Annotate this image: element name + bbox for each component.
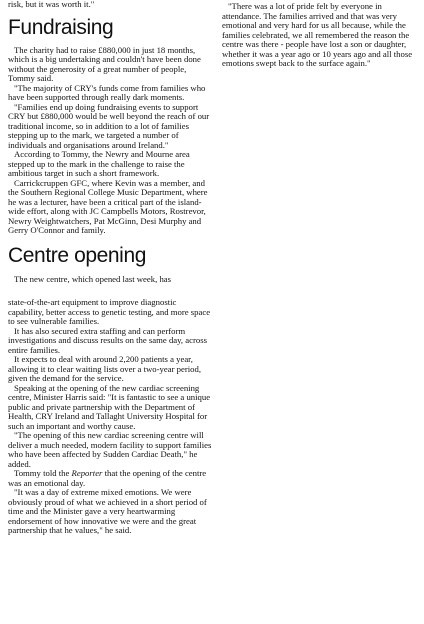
fundraising-heading: Fundraising	[8, 15, 114, 39]
paragraph: The new centre, which opened last week, has	[14, 273, 172, 284]
paragraph: Speaking at the opening of the new cardiac screening centre, Minister Harris said: "It is fantastic to see a unique public and private partnership with the Department of Health, CRY Ireland and Tallaght University Hospital for such an important and worthy cause.	[8, 382, 211, 431]
paragraph: "The opening of this new cardiac screening centre will deliver a much needed, modern facility to support families who have been affected by Sudden Cardiac Death," he added.	[8, 430, 212, 469]
paragraph: state-of-the-art equipment to improve diagnostic capability, better access to genetic testing, and more space to see vulnerable families.	[8, 297, 211, 326]
paragraph-text: Tommy told the	[14, 468, 72, 478]
right-column	[222, 2, 418, 69]
centre-opening-heading: Centre opening	[8, 243, 147, 267]
paragraph: "It was a day of extreme mixed emotions. We were obviously proud of what we achieved in a short period of time and the Minister gave a very heartwarming endorsement of how innovative we were and the great partnership that he values," he said.	[8, 487, 207, 535]
paragraph-text: that the opening of the centre was an emotional day.	[8, 468, 207, 488]
paragraph: It expects to deal with around 2,200 patients a year, allowing it to clear waiting lists over a two-year period, given the demand for the service.	[8, 354, 201, 383]
paragraph: According to Tommy, the Newry and Mourne area stepped up to the mark in the challenge to raise the ambitious target in such a short framework.	[8, 149, 190, 178]
paragraph-reporter	[8, 469, 214, 488]
paragraph: "The majority of CRY's funds come from families who have been supported through really dark moments.	[8, 82, 206, 102]
paragraph: It has also secured extra staffing and can perform investigations and discuss results on the same day, across entire families.	[8, 325, 207, 355]
publication-name: Reporter	[71, 468, 103, 478]
paragraph: The charity had to raise £880,000 in just 18 months, which is a big undertaking and couldn't have been done without the generosity of a great number of people, Tommy said.	[8, 44, 201, 83]
left-column	[8, 0, 214, 536]
column-gap	[8, 284, 214, 298]
continued-line: risk, but it was worth it."	[8, 0, 95, 9]
paragraph: "Families end up doing fundraising events to support CRY but £880,000 would be well beyond the reach of our traditional income, so in addition to a lot of families stepping up to the mark, we targeted a number of individuals and organisations around Ireland."	[8, 101, 210, 150]
paragraph: "There was a lot of pride felt by everyone in attendance. The families arrived and that was very emotional and very hard for us all because, while the families celebrated, we all remembered the reason the centre was there - people have lost a son or daughter, whether it was a year ago or 10 years ago and all those emotions swept back to the surface again."	[222, 1, 413, 68]
paragraph: Carrickcruppen GFC, where Kevin was a member, and the Southern Regional College Music Department, where he was a lecturer, have been a critical part of the island-wide effort, along with JC Campbells Motors, Rostrevor, Newry Weightwatchers, Pat McGinn, Desi Murphy and Gerry O'Connor and family.	[8, 177, 208, 235]
